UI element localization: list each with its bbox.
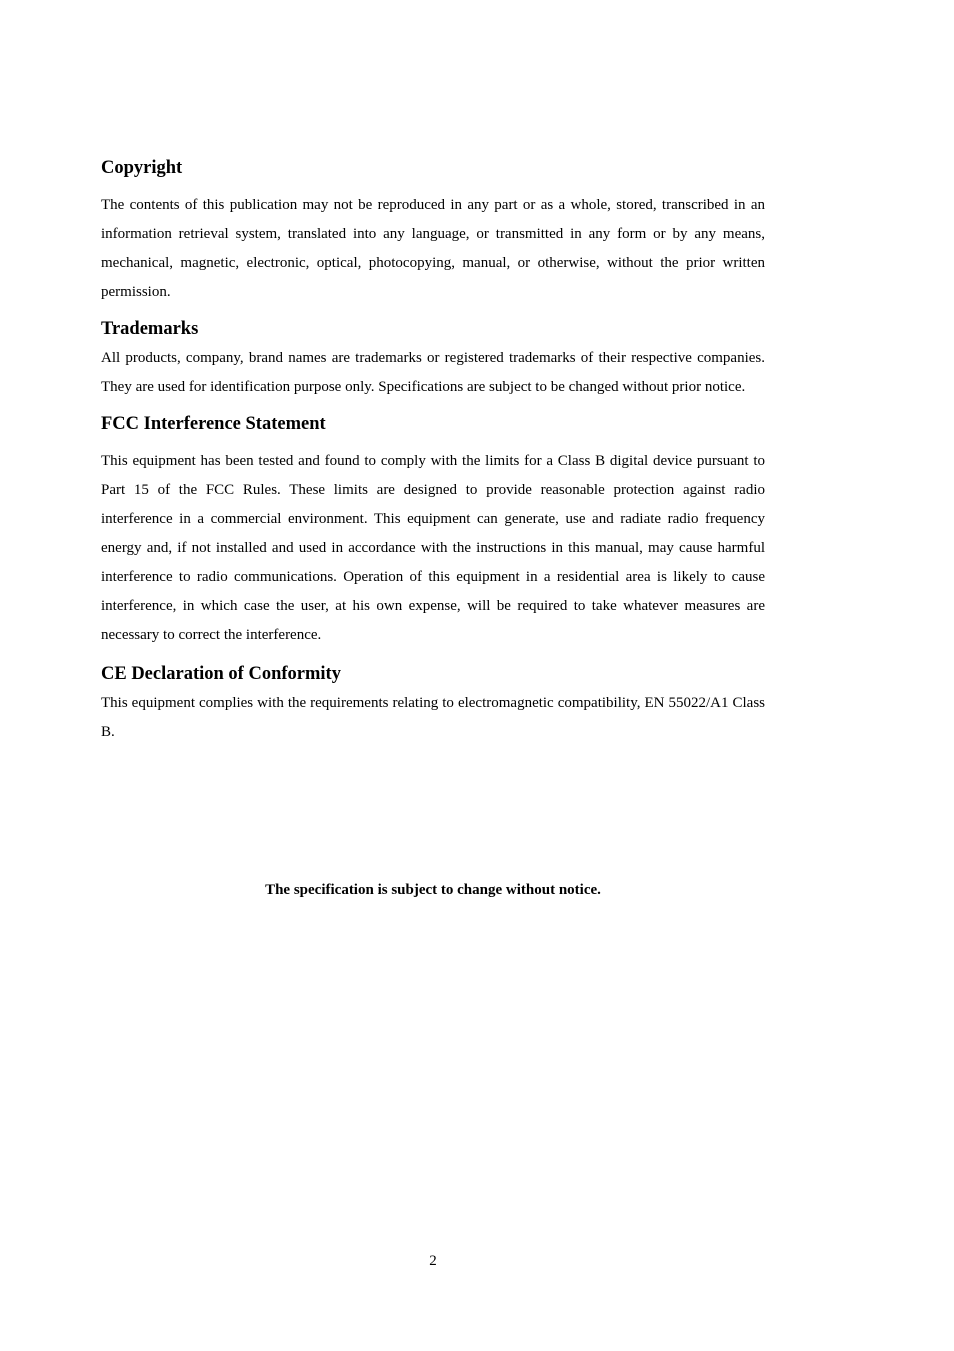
page-number: 2 <box>429 1253 437 1269</box>
ce-heading: CE Declaration of Conformity <box>101 664 341 684</box>
fcc-heading: FCC Interference Statement <box>101 414 326 434</box>
ce-paragraph: This equipment complies with the requirements relating to electromagnetic compatibility, EN 55022/A1 Class B. <box>101 695 765 740</box>
specification-notice: The specification is subject to change without notice. <box>265 882 601 898</box>
trademarks-paragraph: All products, company, brand names are trademarks or registered trademarks of their respective companies. They are used for identification purpose only. Specifications are subject to be changed without prior notice. <box>101 350 765 395</box>
copyright-paragraph: The contents of this publication may not be reproduced in any part or as a whole, stored, transcribed in an information retrieval system, translated into any language, or transmitted in any form or by any means, mechanical, magnetic, electronic, optical, photocopying, manual, or otherwise, without the prior written permission. <box>101 197 765 300</box>
document-body <box>101 155 765 747</box>
trademarks-heading: Trademarks <box>101 319 199 339</box>
copyright-heading: Copyright <box>101 158 183 178</box>
fcc-paragraph: This equipment has been tested and found to comply with the limits for a Class B digital device pursuant to Part 15 of the FCC Rules. These limits are designed to provide reasonable protection against radio interference in a commercial environment. This equipment can generate, use and radiate radio frequency energy and, if not installed and used in accordance with the instructions in this manual, may cause harmful interference to radio communications. Operation of this equipment in a residential area is likely to cause interference, in which case the user, at his own expense, will be required to take whatever measures are necessary to correct the interference. <box>101 453 765 643</box>
